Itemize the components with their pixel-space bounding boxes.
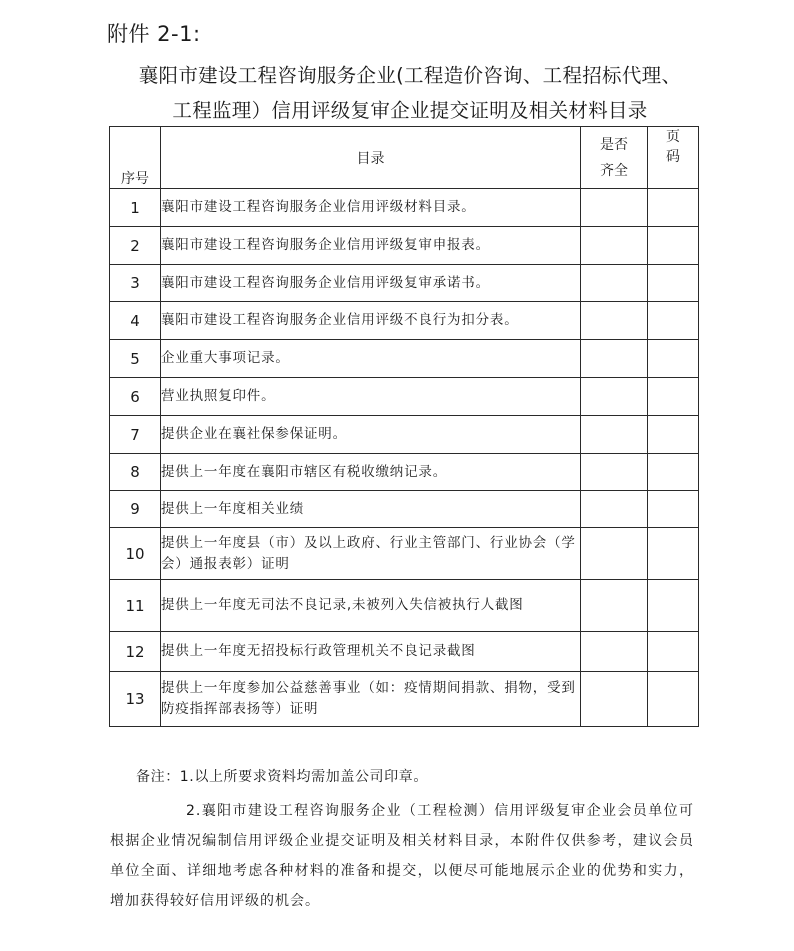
note-item-2: 2.襄阳市建设工程咨询服务企业（工程检测）信用评级复审企业会员单位可根据企业情况编制信用评级企业提交证明及相关材料目录，本附件仅供参考，建议会员单位全面、详细地考虑各种材料的准备和提交，以便尽可能地展示企业的优势和实力，增加获得较好信用评级的机会。 [110, 803, 694, 909]
header-page-line2: 码 [666, 149, 680, 165]
row-item: 襄阳市建设工程咨询服务企业信用评级复审承诺书。 [161, 265, 581, 302]
row-complete-cell [581, 580, 648, 632]
row-number: 6 [110, 378, 161, 416]
row-page-cell [648, 528, 699, 580]
row-page-cell [648, 302, 699, 340]
row-page-cell [648, 580, 699, 632]
row-page-cell [648, 672, 699, 727]
document-title-line2: 工程监理）信用评级复审企业提交证明及相关材料目录 [172, 99, 648, 122]
table-row [110, 672, 699, 727]
header-complete [581, 127, 648, 189]
header-catalog: 目录 [161, 127, 581, 189]
table-row [110, 454, 699, 491]
table-row [110, 632, 699, 672]
row-complete-cell [581, 528, 648, 580]
row-complete-cell [581, 632, 648, 672]
row-page-cell [648, 265, 699, 302]
row-complete-cell [581, 416, 648, 454]
row-page-cell [648, 416, 699, 454]
table-row [110, 378, 699, 416]
row-number: 12 [110, 632, 161, 672]
row-complete-cell [581, 189, 648, 227]
header-page-number [648, 127, 699, 189]
document-title-line1: 襄阳市建设工程咨询服务企业(工程造价咨询、工程招标代理、 [138, 64, 682, 87]
row-number: 9 [110, 491, 161, 528]
row-number: 4 [110, 302, 161, 340]
row-complete-cell [581, 378, 648, 416]
row-item: 提供企业在襄社保参保证明。 [161, 416, 581, 454]
note-item-1: 备注：1.以上所要求资料均需加盖公司印章。 [136, 769, 428, 785]
row-number: 10 [110, 528, 161, 580]
row-page-cell [648, 454, 699, 491]
row-item: 提供上一年度无司法不良记录,未被列入失信被执行人截图 [161, 580, 581, 632]
row-item: 提供上一年度参加公益慈善事业（如：疫情期间捐款、捐物，受到防疫指挥部表扬等）证明 [161, 672, 581, 727]
header-serial-number: 序号 [110, 127, 161, 189]
table-row [110, 491, 699, 528]
row-number: 13 [110, 672, 161, 727]
row-item: 提供上一年度在襄阳市辖区有税收缴纳记录。 [161, 454, 581, 491]
row-number: 11 [110, 580, 161, 632]
table-row [110, 416, 699, 454]
header-page-line1: 页 [666, 129, 680, 145]
table-row [110, 189, 699, 227]
row-item: 提供上一年度无招投标行政管理机关不良记录截图 [161, 632, 581, 672]
table-row [110, 302, 699, 340]
row-item: 企业重大事项记录。 [161, 340, 581, 378]
row-page-cell [648, 227, 699, 265]
row-complete-cell [581, 672, 648, 727]
row-page-cell [648, 340, 699, 378]
table-row [110, 340, 699, 378]
row-complete-cell [581, 227, 648, 265]
row-number: 5 [110, 340, 161, 378]
row-number: 7 [110, 416, 161, 454]
row-item: 襄阳市建设工程咨询服务企业信用评级不良行为扣分表。 [161, 302, 581, 340]
row-item: 襄阳市建设工程咨询服务企业信用评级复审申报表。 [161, 227, 581, 265]
row-number: 1 [110, 189, 161, 227]
attachment-label: 附件 2-1: [107, 22, 201, 46]
row-complete-cell [581, 491, 648, 528]
row-page-cell [648, 491, 699, 528]
row-page-cell [648, 378, 699, 416]
row-number: 2 [110, 227, 161, 265]
table-header-row [110, 127, 699, 189]
row-complete-cell [581, 454, 648, 491]
row-item: 提供上一年度相关业绩 [161, 491, 581, 528]
table-row [110, 265, 699, 302]
header-complete-line2: 齐全 [600, 162, 628, 179]
row-complete-cell [581, 265, 648, 302]
table-row [110, 580, 699, 632]
materials-catalog-table [109, 126, 699, 727]
row-number: 8 [110, 454, 161, 491]
table-row [110, 227, 699, 265]
row-item: 襄阳市建设工程咨询服务企业信用评级材料目录。 [161, 189, 581, 227]
row-item: 提供上一年度县（市）及以上政府、行业主管部门、行业协会（学会）通报表彰）证明 [161, 528, 581, 580]
row-page-cell [648, 632, 699, 672]
row-page-cell [648, 189, 699, 227]
row-complete-cell [581, 302, 648, 340]
row-item: 营业执照复印件。 [161, 378, 581, 416]
header-complete-line1: 是否 [600, 136, 628, 153]
table-row [110, 528, 699, 580]
row-number: 3 [110, 265, 161, 302]
row-complete-cell [581, 340, 648, 378]
